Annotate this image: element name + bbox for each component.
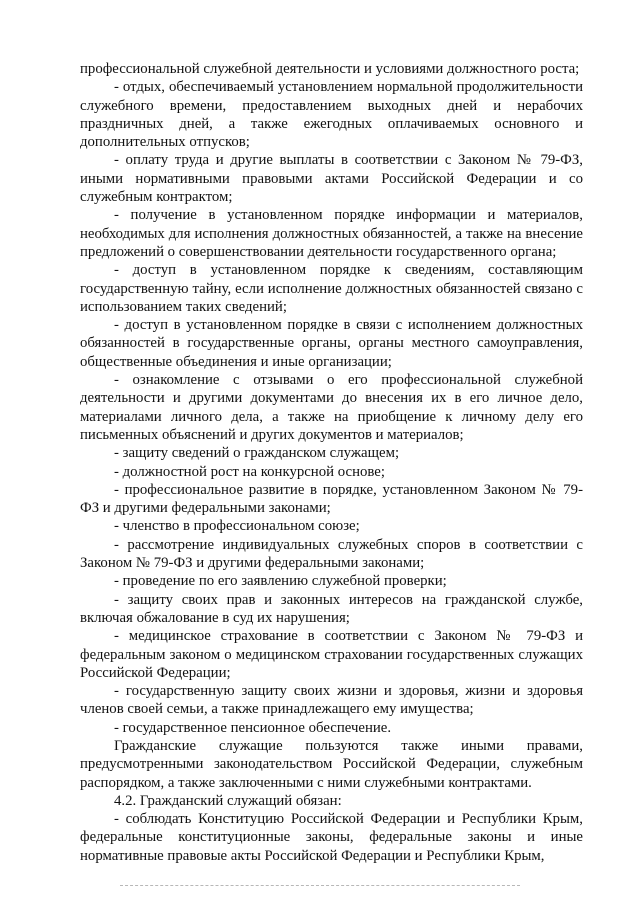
section-heading-duties: 4.2. Гражданский служащий обязан: — [114, 792, 342, 809]
paragraph-right-disputes: - рассмотрение индивидуальных служебных споров в соответствии с Законом № 79-ФЗ и другими федеральными законами; — [80, 536, 583, 572]
paragraph-right-data-protection: - защиту сведений о гражданском служащем; — [114, 445, 400, 462]
paragraph-right-pay: - оплату труда и другие выплаты в соответствии с Законом № 79-ФЗ, иными нормативными правовыми актами Российской Федерации и со служебным контрактом; — [80, 152, 583, 206]
paragraph-right-information: - получение в установленном порядке информации и материалов, необходимых для исполнения должностных обязанностей, а также на внесение предложений о совершенствовании деятельности государственного органа; — [80, 207, 583, 260]
paragraph-right-insurance: - медицинское страхование в соответствии с Законом № 79-ФЗ и федеральным законом о медицинском страховании государственных служащих Российской Федерации; — [80, 628, 583, 681]
footer-scan-line — [120, 885, 520, 886]
paragraph-right-access-organs: - доступ в установленном порядке в связи с исполнением должностных обязанностей в государственные органы, органы местного самоуправления, общественные объединения и иные организации; — [80, 317, 583, 370]
paragraph-right-rest: - отдых, обеспечиваемый установлением нормальной продолжительности служебного времени, предоставлением выходных дней и нерабочих праздничных дней, а также ежегодных оплачиваемых основного и дополнительных отпусков; — [80, 79, 583, 151]
paragraph-right-union: - членство в профессиональном союзе; — [114, 518, 360, 535]
paragraph-other-rights: Гражданские служащие пользуются также иными правами, предусмотренными законодательством Российской Федерации, служебным распорядком, а также заключенными с ними служебными контрактами. — [80, 737, 583, 791]
paragraph-right-review-records: - ознакомление с отзывами о его профессиональной служебной деятельности и другими документами до внесения их в его личное дело, материалами личного дела, а также на приобщение к личному делу его письменных объяснений и других документов и материалов; — [80, 372, 583, 443]
paragraph-right-state-protection: - государственную защиту своих жизни и здоровья, жизни и здоровья членов своей семьи, а также принадлежащего ему имущества; — [80, 683, 583, 718]
paragraph-right-state-secret: - доступ в установленном порядке к сведениям, составляющим государственную тайну, если исполнение должностных обязанностей связано с использованием таких сведений; — [80, 262, 583, 315]
paragraph-right-pension: - государственное пенсионное обеспечение. — [114, 719, 392, 736]
paragraph-right-career-growth: - должностной рост на конкурсной основе; — [114, 463, 385, 480]
paragraph-right-inspection: - проведение по его заявлению служебной проверки; — [114, 573, 447, 590]
paragraph-duty-constitution: - соблюдать Конституцию Российской Федерации и Республики Крым, федеральные конституционные законы, федеральные законы и иные нормативные правовые акты Российской Федерации и Республики Крым, — [80, 811, 583, 864]
document-page — [80, 60, 583, 865]
paragraph-right-protection: - защиту своих прав и законных интересов на гражданской службе, включая обжалование в суд их нарушения; — [80, 591, 583, 626]
paragraph-continuation: профессиональной служебной деятельности и условиями должностного роста; — [80, 61, 580, 77]
paragraph-right-development: - профессиональное развитие в порядке, установленном Законом № 79-ФЗ и другими федеральными законами; — [80, 481, 583, 517]
